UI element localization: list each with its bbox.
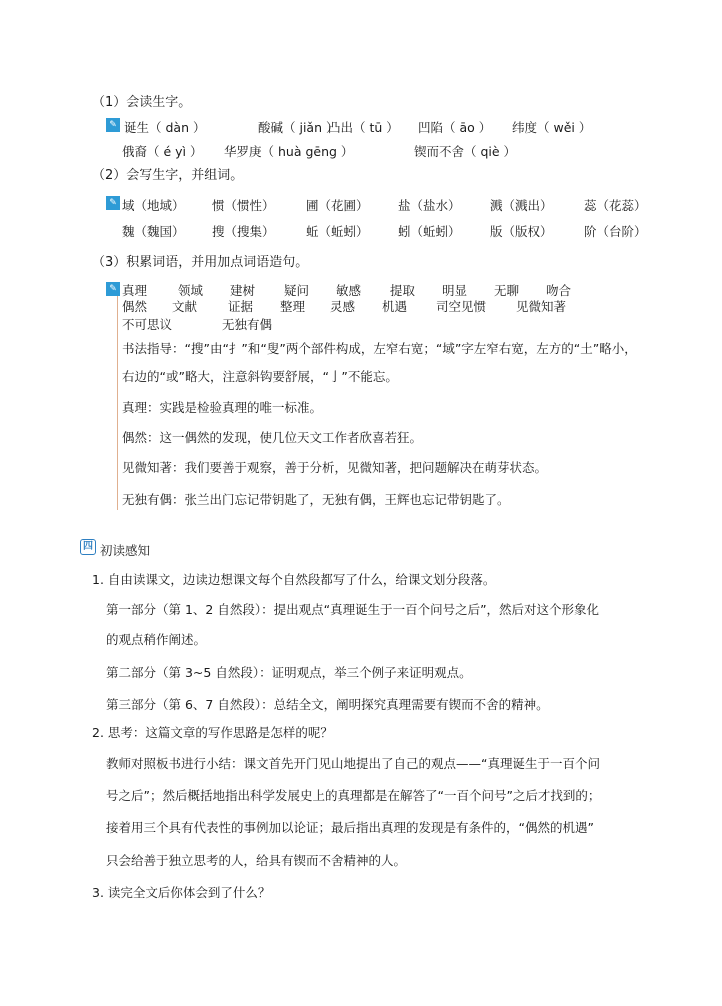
write-char-item: 搜（搜集）: [212, 224, 275, 239]
section-1-title: （1）会读生字。: [92, 95, 192, 110]
read-char-item: 酸碱（ jiǎn ）: [258, 120, 339, 135]
read-char-item: 凸出（ tū ）: [328, 120, 399, 135]
calligraphy-guide-line-1: 书法指导：“搜”由“扌”和“叟”两个部件构成，左窄右宽；“域”字左窄右宽，左方的“土”略小，: [122, 341, 637, 356]
vocab-word: 见微知著: [516, 299, 567, 314]
vocab-word: 敏感: [336, 283, 362, 298]
vocab-word: 无独有偶: [222, 317, 273, 332]
left-rule-divider: [117, 296, 118, 510]
read-char-item: 华罗庚（ huà gēng ）: [224, 144, 354, 159]
read-char-item: 俄裔（ é yì ）: [122, 144, 203, 159]
question-1: 1. 自由读课文，边读边想课文每个自然段都写了什么，给课文划分段落。: [92, 572, 496, 587]
write-char-item: 惯（惯性）: [212, 198, 275, 213]
write-char-item: 溅（溅出）: [490, 198, 553, 213]
answer-line: 号之后”；然后概括地指出科学发展史上的真理都是在解答了“一百个问号”之后才找到的；: [106, 788, 601, 803]
answer-line: 第一部分（第 1、2 自然段）：提出观点“真理诞生于一百个问号之后”，然后对这个形象化: [106, 602, 600, 617]
read-char-item: 凹陷（ āo ）: [418, 120, 492, 135]
write-char-item: 域（地域）: [122, 198, 185, 213]
write-char-item: 阶（台阶）: [584, 224, 647, 239]
read-char-item: 诞生（ dàn ）: [124, 120, 206, 135]
vocab-word: 司空见惯: [436, 299, 487, 314]
note-mark-icon: ✎: [106, 118, 120, 132]
vocab-word: 明显: [442, 283, 468, 298]
question-3: 3. 读完全文后你体会到了什么？: [92, 885, 271, 900]
vocab-word: 机遇: [382, 299, 408, 314]
write-char-item: 版（版权）: [490, 224, 553, 239]
vocab-word: 吻合: [546, 283, 572, 298]
answer-line: 接着用三个具有代表性的事例加以论证；最后指出真理的发现是有条件的，“偶然的机遇”: [106, 820, 594, 835]
example-sentence: 真理：实践是检验真理的唯一标准。: [122, 400, 323, 415]
vocab-word: 不可思议: [122, 317, 173, 332]
vocab-word: 证据: [228, 299, 254, 314]
write-char-item: 蚓（蚯蚓）: [398, 224, 461, 239]
write-char-item: 圃（花圃）: [306, 198, 369, 213]
write-char-item: 蚯（蚯蚓）: [306, 224, 369, 239]
vocab-word: 无聊: [494, 283, 520, 298]
note-mark-icon: ✎: [106, 196, 120, 210]
example-sentence: 无独有偶：张兰出门忘记带钥匙了，无独有偶，王辉也忘记带钥匙了。: [122, 492, 510, 507]
answer-line: 只会给善于独立思考的人，给具有锲而不舍精神的人。: [106, 853, 407, 868]
note-mark-icon: ✎: [106, 282, 120, 296]
vocab-word: 建树: [230, 283, 256, 298]
vocab-word: 灵感: [330, 299, 356, 314]
write-char-item: 盐（盐水）: [398, 198, 461, 213]
answer-line: 的观点稍作阐述。: [106, 632, 207, 647]
answer-line: 第二部分（第 3~5 自然段）：证明观点，举三个例子来证明观点。: [106, 665, 472, 680]
write-char-item: 蕊（花蕊）: [584, 198, 647, 213]
vocab-word: 文献: [172, 299, 198, 314]
read-char-item: 纬度（ wěi ）: [512, 120, 592, 135]
vocab-word: 疑问: [284, 283, 310, 298]
answer-line: 第三部分（第 6、7 自然段）：总结全文，阐明探究真理需要有锲而不舍的精神。: [106, 697, 549, 712]
section-3-title: （3）积累词语，并用加点词语造句。: [92, 255, 309, 270]
answer-line: 教师对照板书进行小结：课文首先开门见山地提出了自己的观点——“真理诞生于一百个问: [106, 756, 600, 771]
vocab-word: 领域: [178, 283, 204, 298]
section-4-title: 初读感知: [100, 543, 151, 558]
question-2: 2. 思考：这篇文章的写作思路是怎样的呢？: [92, 725, 333, 740]
example-sentence: 见微知著：我们要善于观察，善于分析，见微知著，把问题解决在萌芽状态。: [122, 460, 548, 475]
vocab-word: 真理: [122, 283, 148, 298]
section-2-title: （2）会写生字，并组词。: [92, 168, 244, 183]
vocab-word: 提取: [390, 283, 416, 298]
calligraphy-guide-line-2: 右边的“或”略大，注意斜钩要舒展，“亅”不能忘。: [122, 369, 398, 384]
example-sentence: 偶然：这一偶然的发现，使几位天文工作者欣喜若狂。: [122, 430, 423, 445]
vocab-word: 偶然: [122, 299, 148, 314]
section-number-badge: 四: [80, 539, 96, 555]
vocab-word: 整理: [280, 299, 306, 314]
read-char-item: 锲而不舍（ qiè ）: [414, 144, 517, 159]
write-char-item: 魏（魏国）: [122, 224, 185, 239]
